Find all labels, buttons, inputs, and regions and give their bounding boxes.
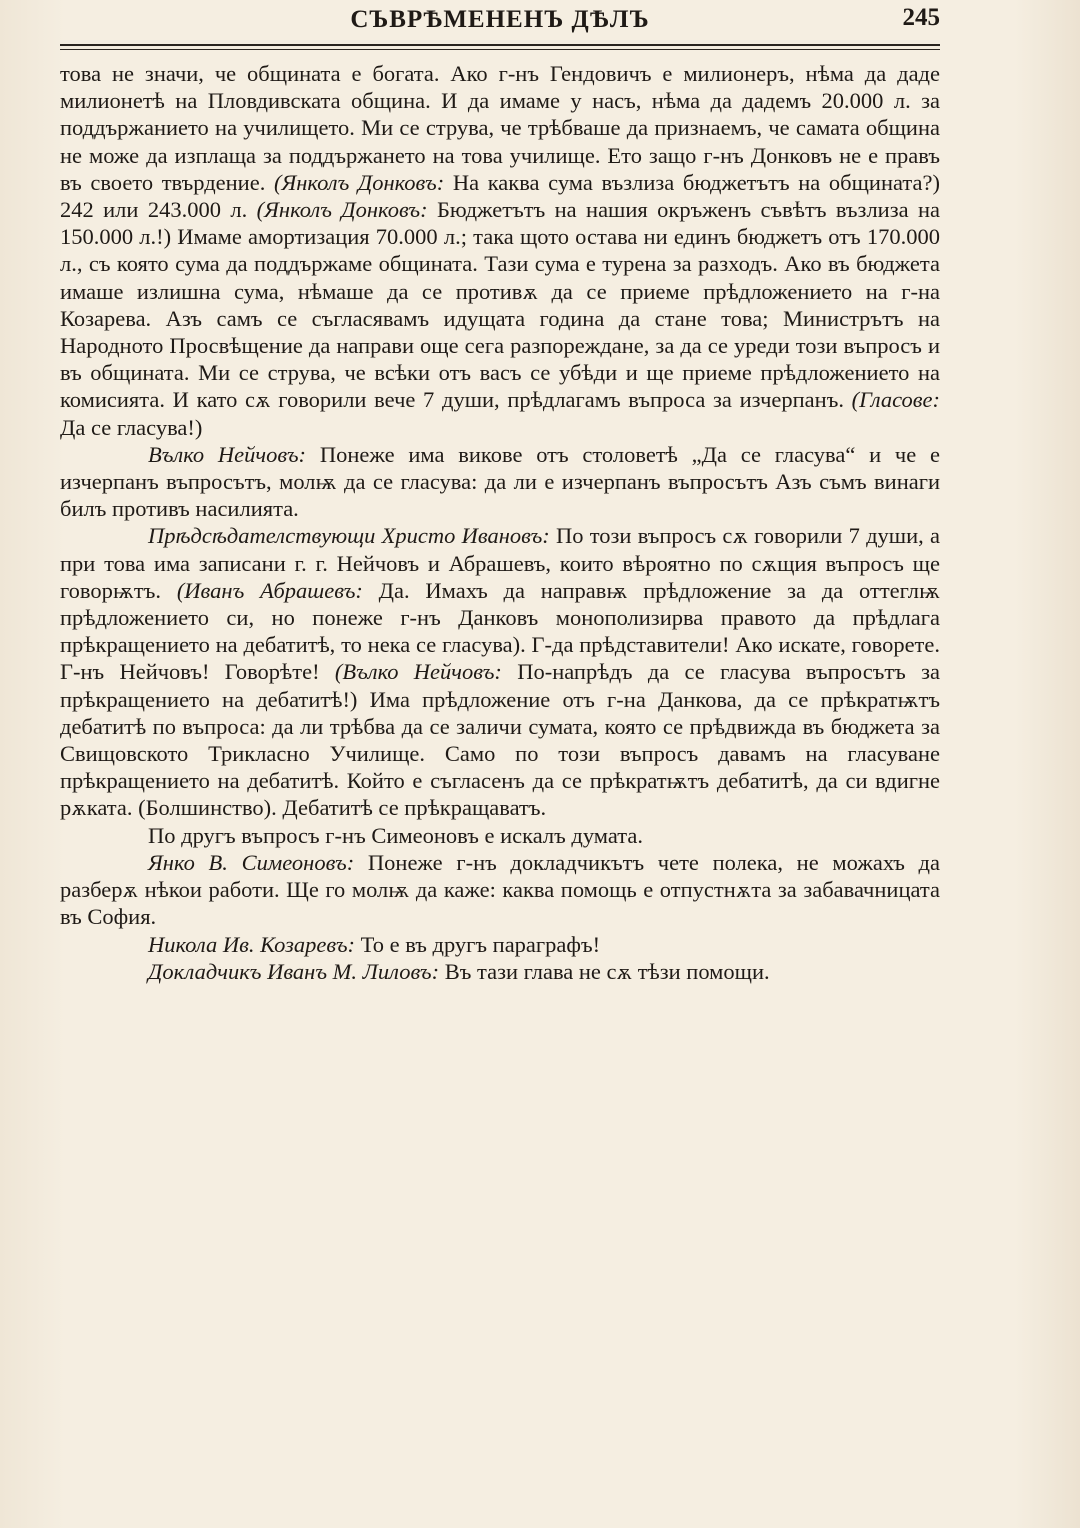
speaker-or-interjection: (Янколъ Донковъ: <box>273 169 445 195</box>
paragraph-text: Понеже има викове отъ столоветѣ „Да се гласува“ и че е изчерпанъ въпросътъ, молѭ да се гласува: да ли е изчерпанъ въпросътъ Азъ съмъ винаги билъ противъ насилията. <box>60 441 940 522</box>
paragraph-text: Въ тази глава не сѫ тѣзи помощи. <box>439 958 770 984</box>
paragraph <box>60 931 940 958</box>
speaker-or-interjection: (Вълко Нейчовъ: <box>334 659 502 685</box>
body-text <box>60 60 940 985</box>
speaker-or-interjection: Докладчикъ Иванъ М. Лиловъ: <box>148 958 440 984</box>
speaker-or-interjection: Прѣдсѣдателствующи Христо Ивановъ: <box>148 523 550 549</box>
running-title: СЪВРѢМЕНЕНЪ ДѢЛЪ <box>350 6 650 33</box>
speaker-or-interjection: (Иванъ Абрашевъ: <box>176 577 363 603</box>
paragraph <box>60 822 940 849</box>
paragraph-text: По другъ въпросъ г-нъ Симеоновъ е искалъ думата. <box>148 822 643 848</box>
page-number: 245 <box>902 4 940 31</box>
header-rule-thin <box>60 49 940 50</box>
speaker-or-interjection: (Янколъ Донковъ: <box>256 197 428 223</box>
paragraph <box>60 60 940 441</box>
paragraph <box>60 441 940 523</box>
paragraph-text: Да се гласува!) <box>60 414 203 440</box>
paragraph <box>60 958 940 985</box>
header-rule <box>60 44 940 46</box>
speaker-or-interjection: Янко В. Симеоновъ: <box>148 849 355 875</box>
paragraph <box>60 849 940 931</box>
speaker-or-interjection: Никола Ив. Козаревъ: <box>148 931 356 957</box>
paragraph-text: По този въпросъ сѫ говорили 7 души, а при това има записани г. г. Нейчовъ и Абрашевъ, които вѣроятно по сѫщия въпросъ ще говорѭтъ. <box>60 523 940 603</box>
paragraph-text: По-напрѣдъ да се гласува въпросътъ за прѣкращението на дебатитѣ!) Има прѣдложение отъ г-на Данкова, да се прѣкратѭтъ дебатитѣ по въпроса: да ли трѣбва да се заличи сумата, която се прѣдвижда въ бюджета за Свищовското Трикласно Училище. Само по този въпросъ давамъ на гласуване прѣкращението на дебатитѣ. Който е съгласенъ да се прѣкратѭтъ дебатитѣ, да си вдигне рѫката. (Болшинство). Дебатитѣ се прѣкращаватъ. <box>60 659 940 821</box>
paragraph-text: Понеже г-нъ докладчикътъ чете полека, не можахъ да разберѫ нѣкои работи. Ще го молѭ да каже: каква помощь е отпустнѫта за забавачницата въ София. <box>60 849 940 930</box>
paragraph <box>60 522 940 821</box>
speaker-or-interjection: (Гласове: <box>851 387 940 413</box>
paragraph-text: На каква сума възлиза бюджетътъ на общината?) 242 или 243.000 л. <box>60 169 940 223</box>
speaker-or-interjection: Вълко Нейчовъ: <box>148 441 307 467</box>
paragraph-text: Бюджетътъ на нашия окръженъ съвѣтъ възлиза на 150.000 л.!) Имаме амортизация 70.000 л.; така щото остава ни единъ бюджетъ отъ 170.000 л., съ която сума да поддържаме общината. Тази сума е турена за разходъ. Ако въ бюджета имаше излишна сума, нѣмаше да се противѫ да се приеме прѣдложението на г-на Козарева. Азъ самъ се съгласявамъ идущата година да стане това; Министрътъ на Народното Просвѣщение да направи още сега разпореждане, за да се уреди този въпросъ и въ общината. Ми се струва, че всѣки отъ васъ се убѣди и ще приеме прѣдложението на комисията. И като сѫ говорили вече 7 души, прѣдлагамъ въпроса за изчерпанъ. <box>60 197 941 413</box>
paragraph-text: Да. Имахъ да направѭ прѣдложение за да оттеглѭ прѣдложението си, но понеже г-нъ Данковъ монополизирва правото да прѣдлага прѣкращението на дебатитѣ, то нека се гласува). Г-да прѣдставители! Ако искате, говорете. Г-нъ Нейчовъ! Говорѣте! <box>60 577 940 685</box>
paragraph-text: То е въ другъ параграфъ! <box>355 931 601 957</box>
page-header <box>60 0 940 42</box>
paragraph-text: това не значи, че общината е богата. Ако г-нъ Гендовичъ е милионеръ, нѣма да даде милионетѣ на Пловдивската община. И да имаме у насъ, нѣма да дадемъ 20.000 л. за поддържанието на училището. Ми се струва, че трѣбваше да признаемъ, че самата община не може да изплаща за поддържането на това училище. Ето защо г-нъ Донковъ не е правъ въ своето твърдение. <box>60 61 940 195</box>
